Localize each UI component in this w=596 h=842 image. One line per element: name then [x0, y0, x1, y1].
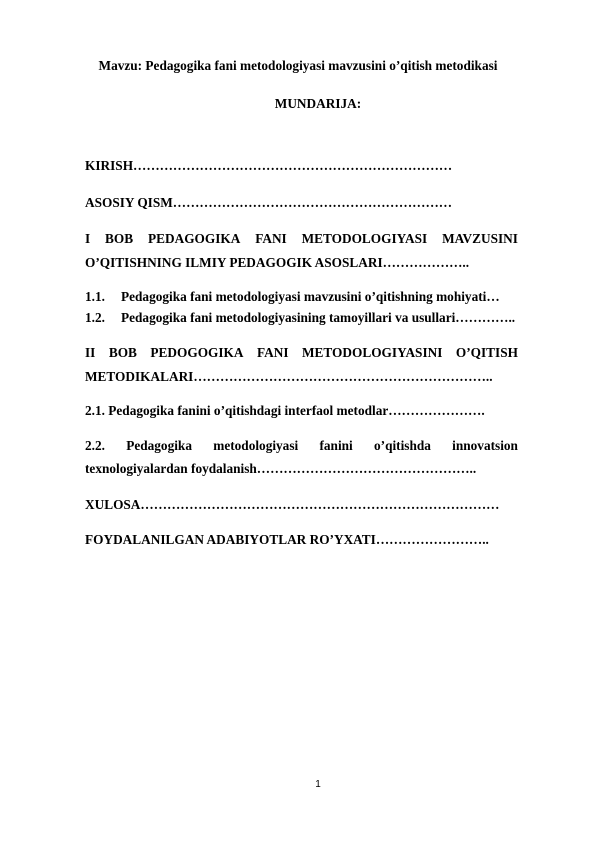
- toc-word: metodologiyasi: [213, 438, 299, 453]
- toc-entry-2-2-line1: [85, 438, 518, 454]
- toc-word: FANI: [257, 345, 289, 360]
- toc-entry-kirish: KIRISH………………………………………………………………: [85, 158, 453, 173]
- toc-entry-bob1-line2: O’QITISHNING ILMIY PEDAGOGIK ASOSLARI………………..: [85, 255, 470, 270]
- document-title: Mavzu: Pedagogika fani metodologiyasi mavzusini o’qitish metodikasi: [98, 58, 498, 73]
- toc-text: Pedagogika fani metodologiyasi mavzusini o’qitishning mohiyati…: [121, 289, 500, 304]
- page-number: 1: [315, 779, 321, 790]
- toc-heading: MUNDARIJA:: [274, 96, 362, 111]
- toc-entry-bob2-line2: METODIKALARI…………………………………………………………..: [85, 369, 493, 384]
- toc-word: MAVZUSINI: [442, 231, 518, 246]
- toc-word: FANI: [255, 231, 287, 246]
- toc-word: 2.2.: [85, 438, 105, 453]
- toc-entry-1-2: [85, 310, 515, 326]
- toc-word: I: [85, 231, 91, 246]
- toc-word: II: [85, 345, 96, 360]
- toc-entry-bob1-line1: [85, 231, 518, 247]
- toc-word: PEDOGOGIKA: [150, 345, 244, 360]
- toc-entry-xulosa: XULOSA………………………………………………………………………: [85, 497, 500, 512]
- toc-word: Pedagogika: [126, 438, 192, 453]
- toc-text: Pedagogika fani metodologiyasining tamoyillari va usullari…………..: [121, 310, 516, 325]
- toc-word: BOB: [108, 345, 137, 360]
- toc-number: 1.1.: [85, 289, 105, 304]
- toc-entry-asosiy-qism: ASOSIY QISM………………………………………………………: [85, 195, 453, 210]
- toc-word: PEDAGOGIKA: [148, 231, 241, 246]
- toc-entry-2-1: 2.1. Pedagogika fanini o’qitishdagi interfaol metodlar………………….: [85, 403, 485, 418]
- toc-word: METODOLOGIYASI: [301, 231, 428, 246]
- toc-entry-adabiyotlar: FOYDALANILGAN ADABIYOTLAR RO’YXATI……………………..: [85, 532, 489, 547]
- toc-word: O’QITISH: [455, 345, 518, 360]
- toc-word: METODOLOGIYASINI: [302, 345, 443, 360]
- toc-word: fanini: [319, 438, 353, 453]
- toc-entry-2-2-line2: texnologiyalardan foydalanish…………………………………………..: [85, 461, 477, 476]
- toc-word: o’qitishda: [374, 438, 431, 453]
- toc-word: BOB: [105, 231, 134, 246]
- toc-word: innovatsion: [452, 438, 518, 453]
- toc-number: 1.2.: [85, 310, 105, 325]
- toc-entry-1-1: [85, 289, 500, 305]
- toc-entry-bob2-line1: [85, 345, 518, 361]
